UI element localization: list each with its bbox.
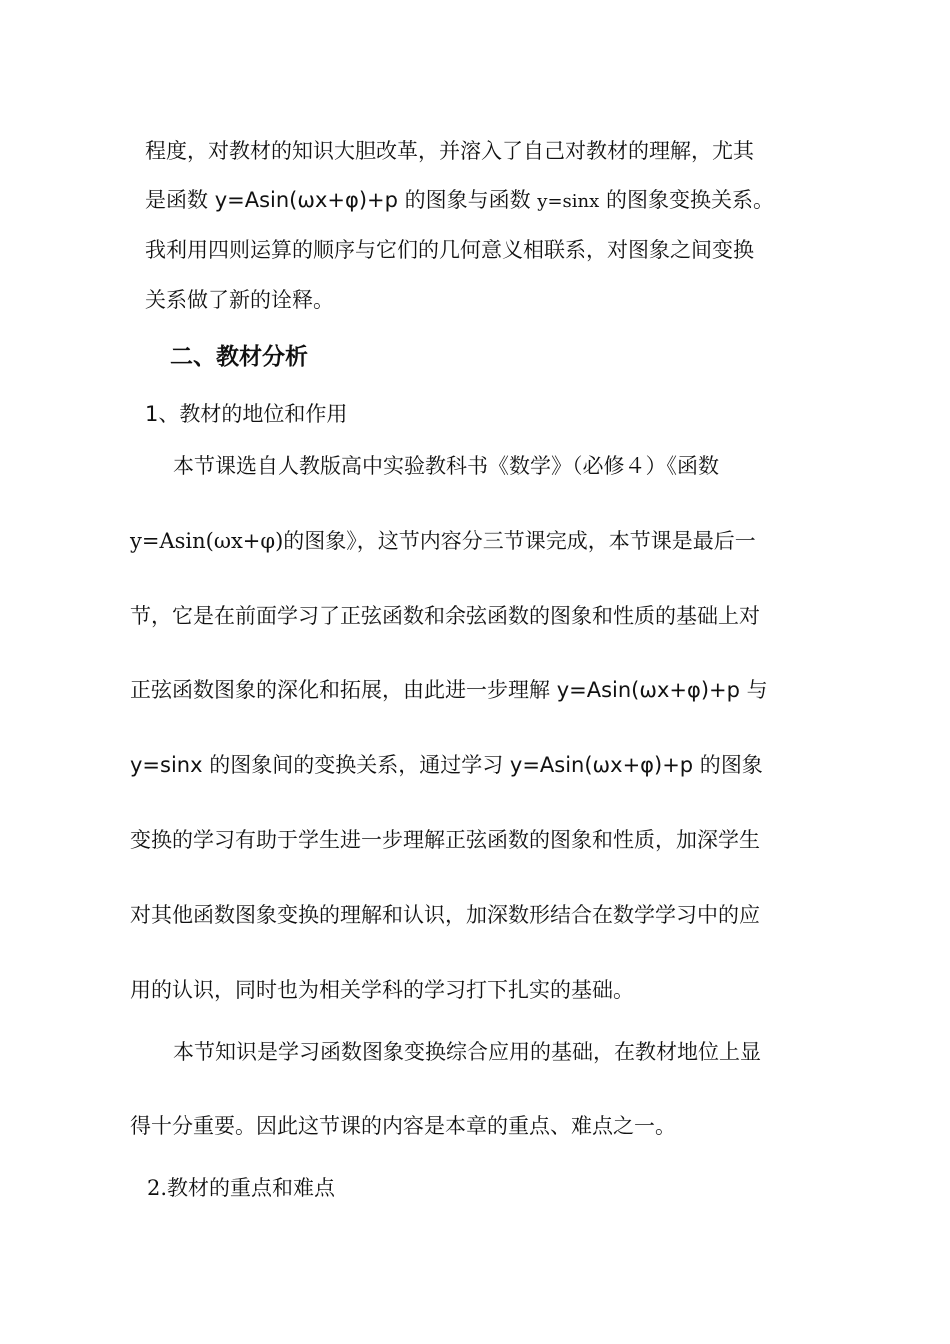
subsection-heading-2: 2.教材的重点和难点 — [147, 1176, 336, 1200]
paragraph-1-line-5-formula: y=sinx 的图象间的变换关系，通过学习 y=Asin(ωx+φ)+p 的 — [130, 753, 721, 777]
paragraph-1-line-7: 对其他函数图象变换的理解和认识，加深数形结合在数学学习中的应 — [130, 903, 760, 927]
intro-line-2-text-b: 的图象与函数 — [397, 188, 538, 212]
paragraph-2-line-1: 本节知识是学习函数图象变换综合应用的基础，在教材地位上显 — [173, 1040, 761, 1064]
paragraph-1-line-6: 变换的学习有助于学生进一步理解正弦函数的图象和性质，加深学生 — [130, 828, 760, 852]
paragraph-1-line-5 — [130, 755, 763, 776]
paragraph-1-line-3: 节，它是在前面学习了正弦函数和余弦函数的图象和性质的基础上对 — [130, 604, 760, 628]
paragraph-2-line-2: 得十分重要。因此这节课的内容是本章的重点、难点之一。 — [130, 1114, 676, 1138]
paragraph-1-line-2: y=Asin(ωx+φ)的图象》，这节内容分三节课完成，本节课是最后一 — [130, 529, 756, 553]
intro-line-4: 关系做了新的诠释。 — [145, 288, 334, 312]
formula-y-sinx: y=sinx — [537, 191, 600, 212]
intro-line-2-text-a: 是函数 — [145, 188, 215, 212]
section-heading: 二、教材分析 — [170, 344, 308, 370]
intro-line-1: 程度，对教材的知识大胆改革，并溶入了自己对教材的理解，尤其 — [145, 139, 754, 163]
paragraph-1-line-4 — [130, 680, 768, 701]
paragraph-1-line-1: 本节课选自人教版高中实验教科书《数学》（必修４）《函数 — [173, 454, 719, 478]
intro-line-2-text-d: 的图象变换关系。 — [599, 188, 774, 212]
intro-line-3: 我利用四则运算的顺序与它们的几何意义相联系，对图象之间变换 — [145, 238, 754, 262]
paragraph-1-line-8: 用的认识，同时也为相关学科的学习打下扎实的基础。 — [130, 978, 634, 1002]
subsection-heading-1: 1、教材的地位和作用 — [145, 402, 348, 426]
paragraph-1-line-5-text: 图象 — [720, 753, 763, 777]
formula-y-asin: y=Asin(ωx+φ)+p — [214, 188, 398, 212]
paragraph-1-line-4-text: 正弦函数图象的深化和拓展，由此进一步理解 — [130, 678, 557, 702]
paragraph-1-line-4-formula: y=Asin(ωx+φ)+p 与 — [556, 678, 768, 702]
intro-line-2 — [145, 190, 774, 211]
